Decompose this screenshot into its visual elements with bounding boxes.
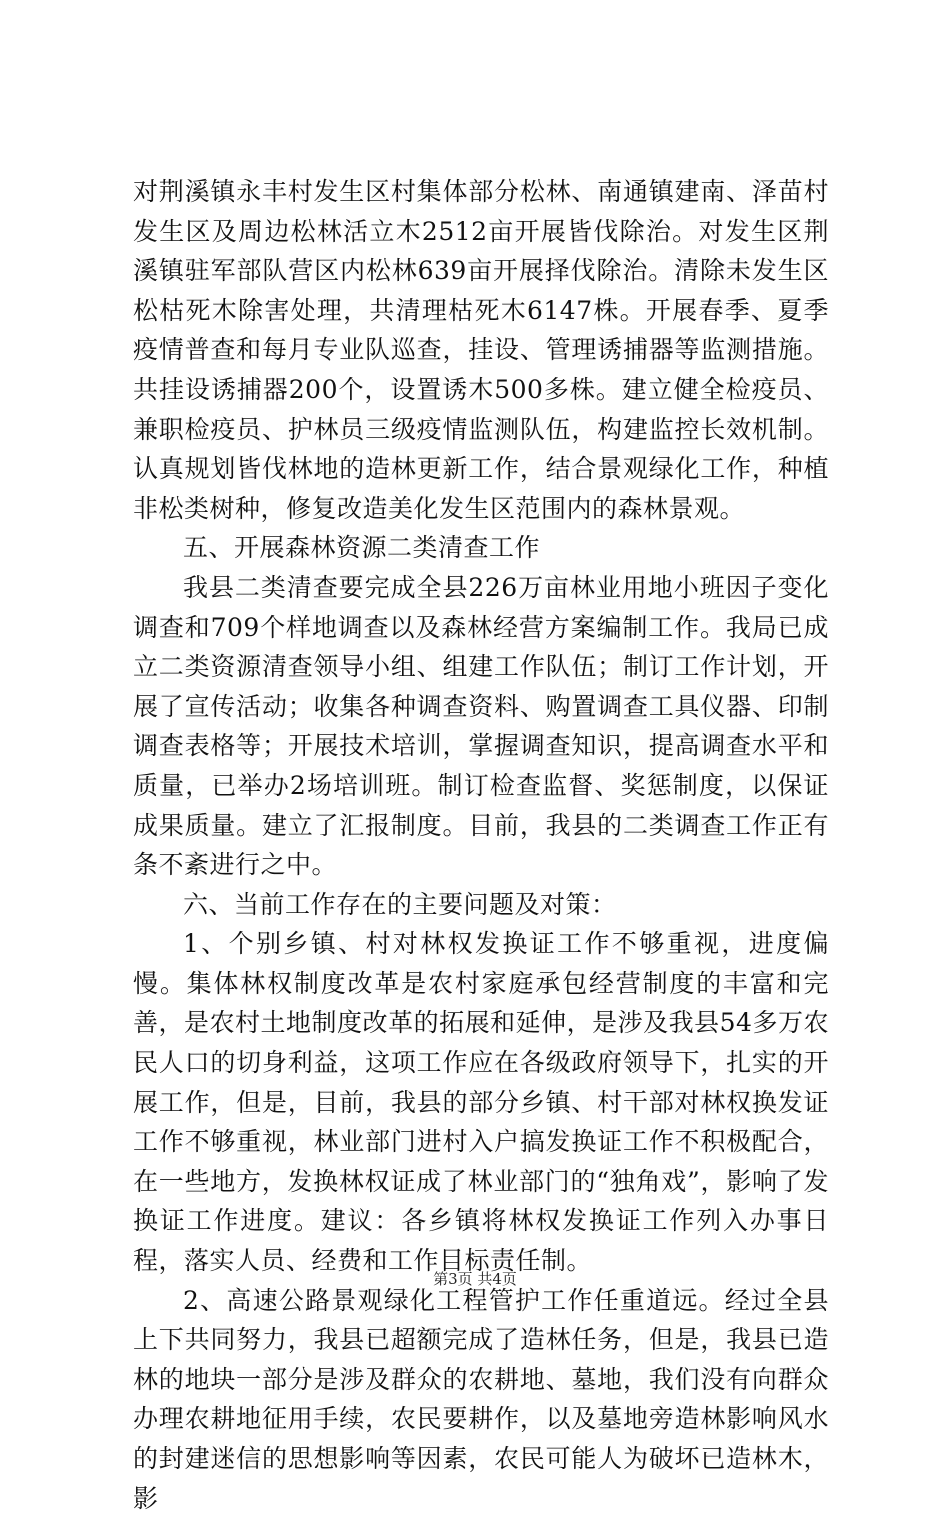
paragraph-pest-control: 对荆溪镇永丰村发生区村集体部分松林、南通镇建南、泽苗村发生区及周边松林活立木2512亩开展皆伐除治。对发生区荆溪镇驻军部队营区内松林639亩开展择伐除治。清除未发生区松枯死木除害处理，共清理枯死木6147株。开展春季、夏季疫情普查和每月专业队巡查，挂设、管理诱捕器等监测措施。共挂设诱捕器200个，设置诱木500多株。建立健全检疫员、兼职检疫员、护林员三级疫情监测队伍，构建监控长效机制。认真规划皆伐林地的造林更新工作，结合景观绿化工作，种植非松类树种，修复改造美化发生区范围内的森林景观。 (133, 177, 829, 523)
paragraph-forest-survey: 我县二类清查要完成全县226万亩林业用地小班因子变化调查和709个样地调查以及森林经营方案编制工作。我局已成立二类资源清查领导小组、组建工作队伍；制订工作计划，开展了宣传活动；收集各种调查资料、购置调查工具仪器、印制调查表格等；开展技术培训，掌握调查知识，提高调查水平和质量，已举办2场培训班。制订检查监督、奖惩制度，以保证成果质量。建立了汇报制度。目前，我县的二类调查工作正有条不紊进行之中。 (133, 572, 829, 880)
section-heading-6: 六、当前工作存在的主要问题及对策： (183, 889, 617, 919)
section-heading-5: 五、开展森林资源二类清查工作 (183, 533, 541, 563)
paragraph-issue-1: 1、个别乡镇、村对林权发换证工作不够重视，进度偏慢。集体林权制度改革是农村家庭承包经营制度的丰富和完善，是农村土地制度改革的拓展和延伸，是涉及我县54多万农民人口的切身利益，这项工作应在各级政府领导下，扎实的开展工作，但是，目前，我县的部分乡镇、村干部对林权换发证工作不够重视，林业部门进村入户搞发换证工作不积极配合，在一些地方，发换林权证成了林业部门的“独角戏”，影响了发换证工作进度。建议：各乡镇将林权发换证工作列入办事日程，落实人员、经费和工作目标责任制。 (133, 929, 829, 1276)
document-body (133, 172, 829, 1518)
page-footer: 第3页 共4页 (433, 1270, 517, 1288)
paragraph-issue-2: 2、高速公路景观绿化工程管护工作任重道远。经过全县上下共同努力，我县已超额完成了造林任务，但是，我县已造林的地块一部分是涉及群众的农耕地、墓地，我们没有向群众办理农耕地征用手续，农民要耕作，以及墓地旁造林影响风水的封建迷信的思想影响等因素，农民可能人为破坏已造林木，影 (133, 1285, 829, 1513)
